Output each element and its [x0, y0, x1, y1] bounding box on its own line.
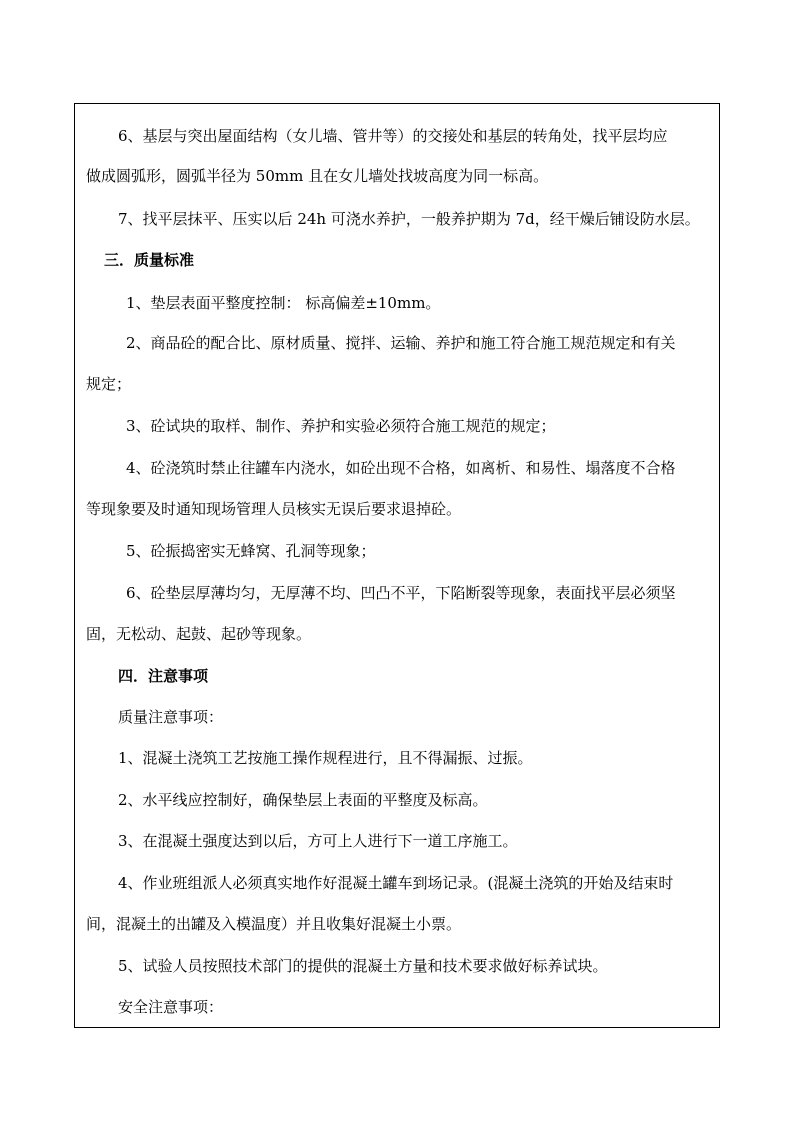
paragraph-line: 1、混凝土浇筑工艺按施工操作规程进行，且不得漏振、过振。 [118, 749, 533, 767]
paragraph-line: 5、试验人员按照技术部门的提供的混凝土方量和技术要求做好标养试块。 [118, 957, 608, 975]
section-heading: 三．质量标准 [104, 251, 195, 269]
paragraph-line: 4、砼浇筑时禁止往罐车内浇水，如砼出现不合格，如离析、和易性、塌落度不合格 [126, 459, 676, 477]
paragraph-line: 4、作业班组派人必须真实地作好混凝土罐车到场记录。(混凝土浇筑的开始及结束时 [118, 874, 674, 892]
paragraph-line: 规定； [86, 375, 132, 393]
paragraph-line: 安全注意事项： [118, 998, 224, 1016]
paragraph-line: 2、商品砼的配合比、原材质量、搅拌、运输、养护和施工符合施工规范规定和有关 [126, 334, 676, 352]
paragraph-line: 1、垫层表面平整度控制： 标高偏差±10mm。 [126, 294, 441, 312]
paragraph-line: 3、在混凝土强度达到以后，方可上人进行下一道工序施工。 [118, 832, 518, 850]
paragraph-line: 做成圆弧形，圆弧半径为 50mm 且在女儿墙处找坡高度为同一标高。 [86, 167, 549, 185]
section-heading: 四．注意事项 [118, 667, 209, 685]
paragraph-line: 3、砼试块的取样、制作、养护和实验必须符合施工规范的规定； [126, 417, 556, 435]
paragraph-line: 2、水平线应控制好，确保垫层上表面的平整度及标高。 [118, 791, 488, 809]
paragraph-line: 5、砼振捣密实无蜂窝、孔洞等现象； [126, 542, 376, 560]
paragraph-line: 6、砼垫层厚薄均匀，无厚薄不均、凹凸不平，下陷断裂等现象，表面找平层必须坚 [126, 584, 676, 602]
paragraph-line: 固，无松动、起鼓、起砂等现象。 [86, 625, 312, 643]
paragraph-line: 间，混凝土的出罐及入模温度）并且收集好混凝土小票。 [86, 915, 462, 933]
paragraph-line: 6、基层与突出屋面结构（女儿墙、管井等）的交接处和基层的转角处，找平层均应 [118, 127, 668, 145]
paragraph-line: 等现象要及时通知现场管理人员核实无误后要求退掉砼。 [86, 500, 462, 518]
paragraph-line: 7、找平层抹平、压实以后 24h 可浇水养护，一般养护期为 7d，经干燥后铺设防水层。 [118, 210, 700, 228]
paragraph-line: 质量注意事项： [118, 708, 224, 726]
